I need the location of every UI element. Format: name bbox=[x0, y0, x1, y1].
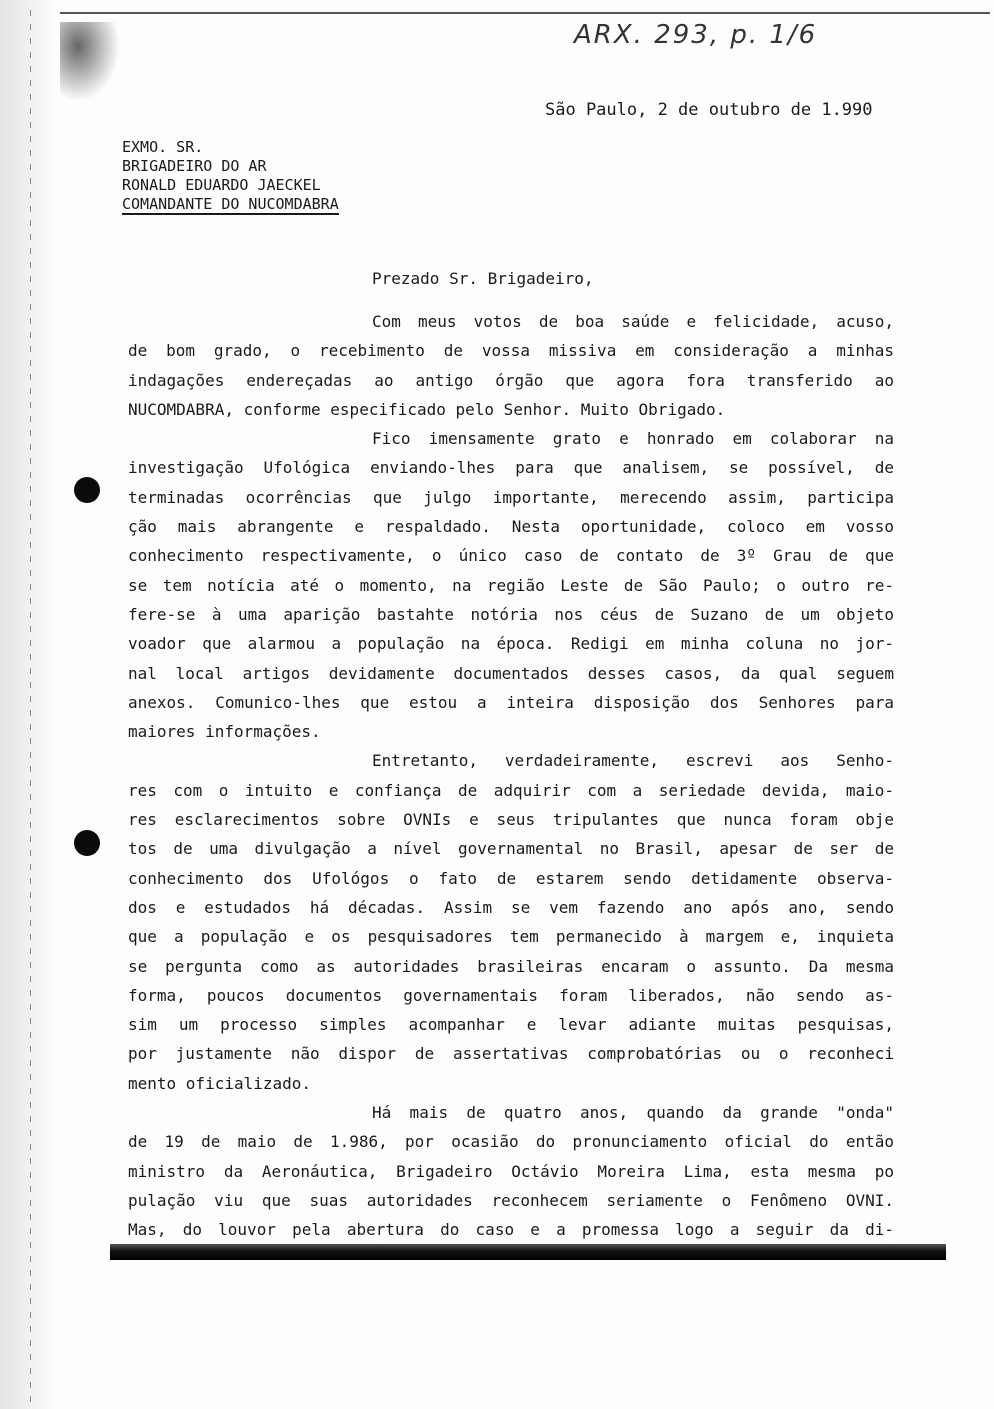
letter-body bbox=[128, 307, 894, 1245]
body-line: res esclarecimentos sobre OVNIs e seus tripulantes que nunca foram obje bbox=[128, 810, 894, 830]
body-line: forma, poucos documentos governamentais foram liberados, não sendo as- bbox=[128, 985, 894, 1005]
archive-reference: ARX. 293, p. 1/6 bbox=[574, 20, 818, 50]
body-line: terminadas ocorrências que julgo importante, merecendo assim, participa bbox=[128, 487, 894, 507]
body-line: nal local artigos devidamente documentados desses casos, da qual seguem bbox=[128, 663, 894, 683]
body-line: NUCOMDABRA, conforme especificado pelo Senhor. Muito Obrigado. bbox=[128, 399, 726, 419]
scan-smudge bbox=[60, 22, 120, 102]
scan-bottom-bar bbox=[110, 1244, 946, 1260]
body-line: investigação Ufológica enviando-lhes para que analisem, se possível, de bbox=[128, 458, 894, 478]
body-line: indagações endereçadas ao antigo órgão que agora fora transferido ao bbox=[128, 370, 894, 390]
body-line: anexos. Comunico-lhes que estou a inteira disposição dos Senhores para bbox=[128, 692, 894, 712]
body-line: ministro da Aeronáutica, Brigadeiro Octávio Moreira Lima, esta mesma po bbox=[128, 1161, 894, 1181]
body-line: conhecimento dos Ufológos o fato de estarem sendo detidamente observa- bbox=[128, 868, 894, 888]
body-line: por justamente não dispor de assertativas comprobatórias ou o reconheci bbox=[128, 1044, 894, 1064]
body-line: que a população e os pesquisadores tem permanecido à margem e, inquieta bbox=[128, 927, 894, 947]
body-line: mento oficializado. bbox=[128, 1073, 312, 1093]
body-line: de 19 de maio de 1.986, por ocasião do pronunciamento oficial do então bbox=[128, 1132, 894, 1152]
body-line: Mas, do louvor pela abertura do caso e a promessa logo a seguir da di- bbox=[128, 1220, 894, 1240]
body-line: sim um processo simples acompanhar e levar adiante muitas pesquisas, bbox=[128, 1015, 894, 1035]
scan-shadow-left bbox=[0, 0, 58, 1409]
body-line: conhecimento respectivamente, o único caso de contato de 3º Grau de que bbox=[128, 546, 894, 566]
scan-edge-marks bbox=[30, 10, 31, 1409]
body-line: ção mais abrangente e respaldado. Nesta oportunidade, coloco em vosso bbox=[128, 517, 894, 537]
addressee-block bbox=[122, 138, 339, 215]
punch-hole bbox=[74, 830, 100, 856]
body-line: tos de uma divulgação a nível governamental no Brasil, apesar de ser de bbox=[128, 839, 894, 859]
punch-hole bbox=[74, 477, 100, 503]
body-line: maiores informações. bbox=[128, 722, 321, 742]
addressee-line: BRIGADEIRO DO AR bbox=[122, 157, 267, 175]
body-line: Entretanto, verdadeiramente, escrevi aos Senho- bbox=[372, 751, 894, 771]
body-line: voador que alarmou a população na época. Redigi em minha coluna no jor- bbox=[128, 634, 894, 654]
addressee-title-underlined: COMANDANTE DO NUCOMDABRA bbox=[122, 195, 339, 213]
addressee-line: EXMO. SR. bbox=[122, 138, 204, 156]
body-line: pulação viu que suas autoridades reconhecem seriamente o Fenômeno OVNI. bbox=[128, 1190, 894, 1210]
body-line: de bom grado, o recebimento de vossa missiva em consideração a minhas bbox=[128, 341, 894, 361]
addressee-line: RONALD EDUARDO JAECKEL bbox=[122, 176, 321, 194]
scan-top-rule bbox=[60, 12, 990, 14]
salutation: Prezado Sr. Brigadeiro, bbox=[372, 269, 594, 288]
body-line: fere-se à uma aparição bastahte notória nos céus de Suzano de um objeto bbox=[128, 604, 894, 624]
body-line: Com meus votos de boa saúde e felicidade, acuso, bbox=[372, 312, 894, 331]
body-line: dos e estudados há décadas. Assim se vem fazendo ano após ano, sendo bbox=[128, 897, 894, 917]
body-line: Há mais de quatro anos, quando da grande "onda" bbox=[372, 1103, 894, 1123]
dateline: São Paulo, 2 de outubro de 1.990 bbox=[545, 100, 873, 120]
body-line: Fico imensamente grato e honrado em colaborar na bbox=[372, 429, 894, 449]
body-line: se pergunta como as autoridades brasileiras encaram o assunto. Da mesma bbox=[128, 956, 894, 976]
body-line: res com o intuito e confiança de adquirir com a seriedade devida, maio- bbox=[128, 780, 894, 800]
body-line: se tem notícia até o momento, na região Leste de São Paulo; o outro re- bbox=[128, 575, 894, 595]
